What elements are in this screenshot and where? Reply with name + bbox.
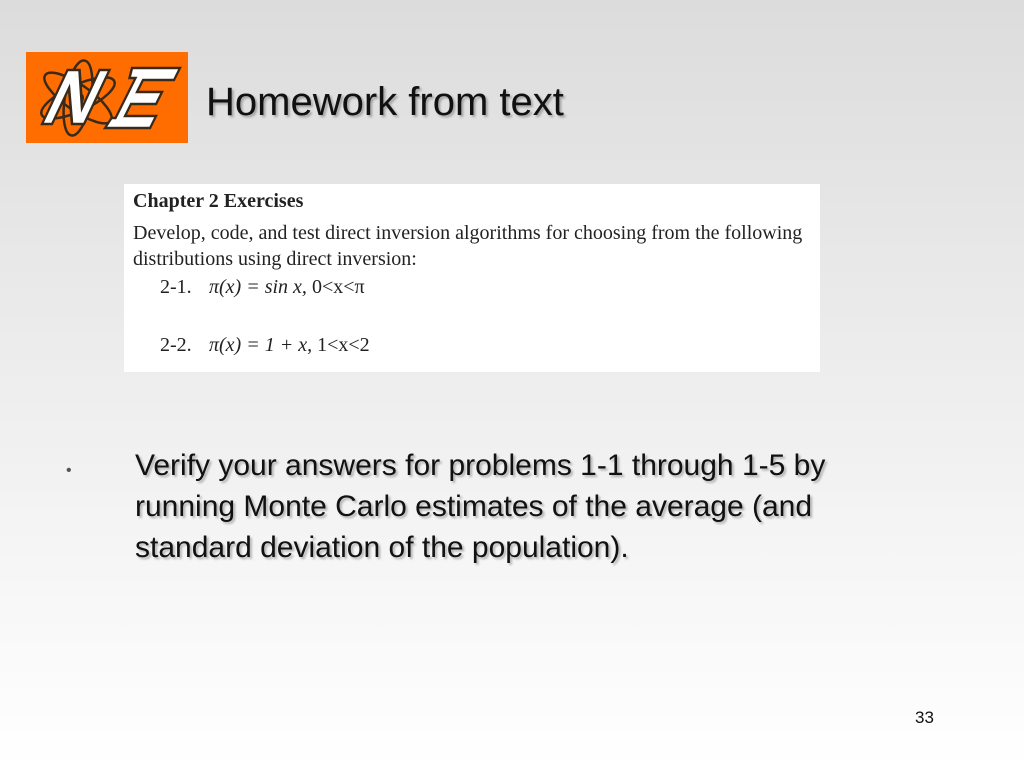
exercise-excerpt — [124, 184, 820, 372]
bullet-marker: • — [66, 462, 72, 479]
exercise-heading: Chapter 2 Exercises — [133, 190, 304, 212]
exercise-item-range: 0<x<π — [311, 276, 365, 298]
atom-ne-logo-icon — [26, 52, 188, 143]
exercise-item-function: π(x) = 1 + x, — [209, 334, 313, 356]
page-number: 33 — [915, 708, 934, 727]
exercise-item-range: 1<x<2 — [317, 334, 370, 356]
bullet-text: Verify your answers for problems 1-1 through 1-5 by running Monte Carlo estimates of the average (and standard deviation of the population). — [135, 449, 826, 564]
exercise-item — [160, 276, 365, 299]
exercise-item-number: 2-2. — [160, 334, 192, 356]
exercise-item — [160, 334, 370, 357]
exercise-item-number: 2-1. — [160, 276, 192, 298]
exercise-intro: Develop, code, and test direct inversion algorithms for choosing from the following distributions using direct inversion: — [133, 222, 803, 270]
exercise-item-function: π(x) = sin x, — [209, 276, 307, 298]
slide-title: Homework from text — [206, 80, 564, 124]
ne-logo — [26, 52, 188, 143]
